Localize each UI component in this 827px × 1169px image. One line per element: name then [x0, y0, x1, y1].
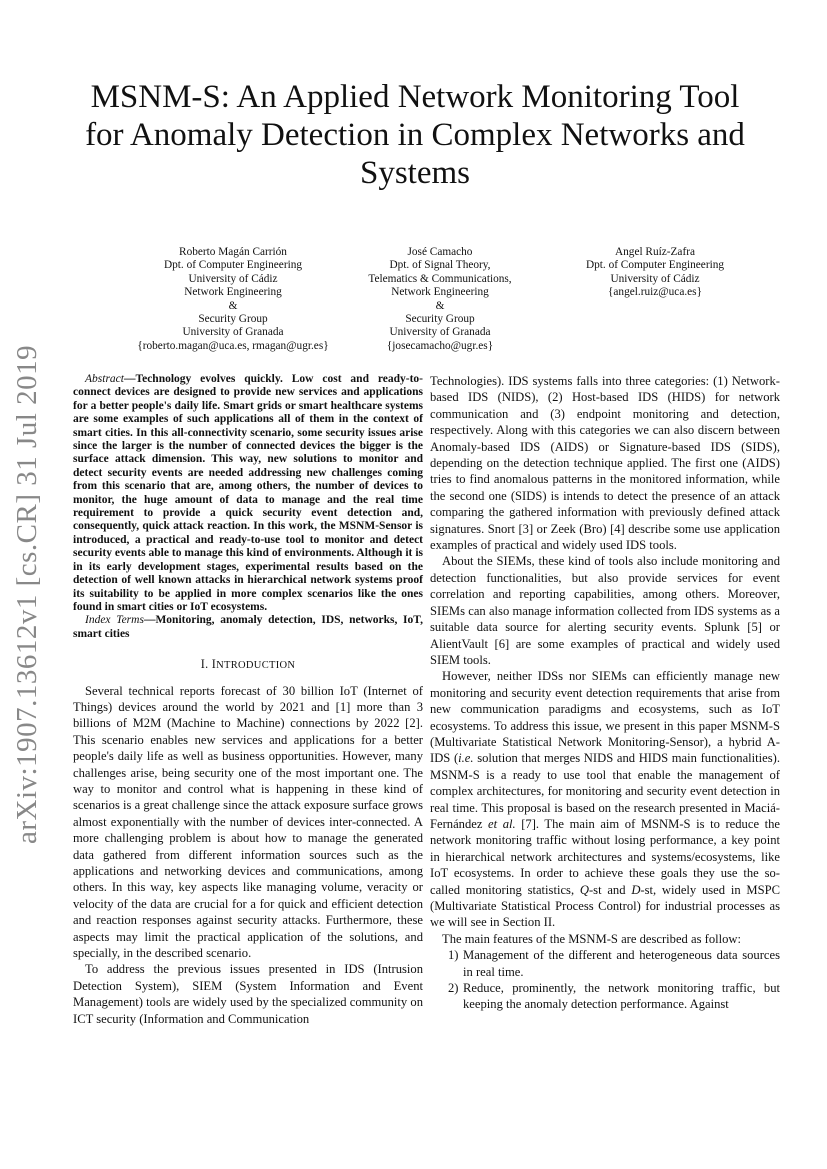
- left-column: [73, 373, 423, 1027]
- abstract: [73, 373, 423, 614]
- author-affiliation-line: Security Group: [405, 313, 475, 326]
- section-heading-introduction: I. INTRODUCTION: [200, 657, 296, 672]
- index-terms-label: Index Terms: [85, 614, 144, 627]
- author-affiliation-line: Security Group: [198, 313, 268, 326]
- author-block-1: [118, 246, 348, 353]
- author-affiliation-line: &: [228, 299, 238, 312]
- author-affiliation-line: University of Granada: [389, 326, 491, 339]
- paragraph: Several technical reports forecast of 30 billion IoT (Internet of Things) devices around the world by 2021 and [1] more than 3 billions of M2M (Machine to Machine) connections by 2022 [2]. This scenario enables new services and applications for a better people's daily life as well as business opportunities. However, many challenges arise, being security one of the most important one. The way to monitor and control what is happening in these kind of scenarios is a great challenge since the attack exposure surface grows almost exponentially with the number of devices inter-connected. A more challenging problem is about how to manage the generated data gathered from different information sources such as the applications and networking devices and communications, among others. In this way, key aspects like managing volume, veracity or velocity of the data are crucial for a for quick and efficient detection and reaction responses against security attacks. Furthermore, these aspects may limit the practical application of the solutions, and specially, in the described scenario.: [73, 683, 423, 961]
- abstract-text: —Technology evolves quickly. Low cost and ready-to-connect devices are designed to provide new services and applications for a better people's daily life. Smart grids or smart healthcare systems are some examples of such applications all of them in the context of smart cities. In this all-connectivity scenario, some security issues arise since the larger is the number of connected devices the bigger is the surface attack dimension. This way, new solutions to monitor and detect security events are needed addressing new challenges coming from this scenario that are, among others, the number of devices to monitor, the huge amount of data to manage and the real time requirement to provide a quick security event detection and, consequently, quick attack reaction. In this work, the MSNM-Sensor is introduced, a practical and ready-to-use tool to monitor and detect security events able to manage this kind of environments. Although it is in its early development stages, experimental results based on the detection of well known attacks in hierarchical network systems proof its suitability to be applied in more complex scenarios like the ones found in smart cities or IoT ecosystems.: [73, 373, 423, 613]
- author-affiliation-line: {josecamacho@ugr.es}: [386, 339, 494, 352]
- paragraph: The main features of the MSNM-S are described as follow:: [442, 931, 742, 946]
- list-item: 1) Management of the different and heterogeneous data sources in real time.: [448, 948, 780, 979]
- index-terms: [73, 614, 423, 641]
- author-affiliation-line: Network Engineering: [391, 286, 489, 299]
- author-affiliation-line: Dpt. of Computer Engineering: [163, 259, 303, 272]
- author-name: Roberto Magán Carrión: [179, 246, 287, 258]
- author-affiliation-line: {angel.ruiz@uca.es}: [607, 286, 702, 299]
- author-affiliation-line: University of Granada: [182, 326, 284, 339]
- paragraph: To address the previous issues presented in IDS (Intrusion Detection System), SIEM (System Information and Event Management) tools are widely used by the specialized community on ICT security (Information and Communication: [73, 962, 423, 1026]
- paper-title: MSNM-S: An Applied Network Monitoring Tool for Anomaly Detection in Complex Networks and Systems: [85, 79, 745, 191]
- author-block-2: [340, 246, 540, 353]
- paragraph: However, neither IDSs nor SIEMs can efficiently manage new monitoring and security event detection requirements that arise from new communication paradigms and ecosystems, such as IoT ecosystems. To address this issue, we present in this paper MSNM-S (Multivariate Statistical Network Monitoring-Sensor), a hybrid A-IDS (i.e. solution that merges NIDS and HIDS main functionalities). MSNM-S is a ready to use tool that enable the management of complex architectures, for monitoring and security event detection in real time. This proposal is based on the research presented in Maciá-Fernández et al. [7]. The main aim of MSNM-S is to reduce the network monitoring traffic without losing performance, a key point in hierarchical network architectures and systems/ecosystems, like IoT ecosystems. In order to achieve these goals they use the so-called monitoring statistics, Q-st and D-st, widely used in MSPC (Multivariate Statistical Process Control) for industrial processes as we will see in Section II.: [430, 669, 780, 930]
- author-affiliation-line: University of Cádiz: [188, 272, 278, 285]
- right-column: [430, 373, 780, 1013]
- index-terms-text: —Monitoring, anomaly detection, IDS, networks, IoT, smart cities: [73, 614, 423, 640]
- author-affiliation-line: Network Engineering: [184, 286, 282, 299]
- author-affiliation-line: Dpt. of Signal Theory,: [389, 259, 491, 272]
- author-affiliation-line: &: [435, 299, 445, 312]
- paragraph: Technologies). IDS systems falls into three categories: (1) Network-based IDS (NIDS), (2) Host-based IDS (HIDS) for network communication and (3) endpoint monitoring and detection, respectively. Along with this categories we can also discern between Anomaly-based IDS (AIDS) or Signature-based IDS (SIDS), depending on the detection technique applied. The first one (AIDS) tries to find anomalous patterns in the monitored information, while the second one (SIDS) is intends to detect the presence of an attack comparing the gathered information with previously defined attack signatures. Snort [3] or Zeek (Bro) [4] describe some use application examples of practical and widely used IDS tools.: [430, 374, 780, 553]
- abstract-label: Abstract: [85, 373, 124, 385]
- author-affiliation-line: Telematics & Communications,: [368, 272, 512, 285]
- author-affiliation-line: {roberto.magan@uca.es, rmagan@ugr.es}: [137, 339, 329, 352]
- author-affiliation-line: Dpt. of Computer Engineering: [585, 259, 725, 272]
- author-affiliation-line: University of Cádiz: [610, 272, 700, 285]
- arxiv-stamp: arXiv:1907.13612v1 [cs.CR] 31 Jul 2019: [11, 344, 43, 844]
- paragraph: About the SIEMs, these kind of tools also include monitoring and detection functionalities, but also provide services for event correlation and reporting capabilities, among others. Moreover, SIEMs can also manage information collected from IDS systems as a suitable data source for alerting security events. Splunk [5] or AlientVault [6] are some examples of practical and widely used SIEM tools.: [430, 554, 780, 667]
- feature-list: [430, 947, 780, 1013]
- author-name: José Camacho: [407, 246, 473, 258]
- list-item: 2) Reduce, prominently, the network monitoring traffic, but keeping the anomaly detection performance. Against: [448, 981, 780, 1012]
- author-name: Angel Ruíz-Zafra: [615, 246, 695, 258]
- author-block-3: [540, 246, 770, 300]
